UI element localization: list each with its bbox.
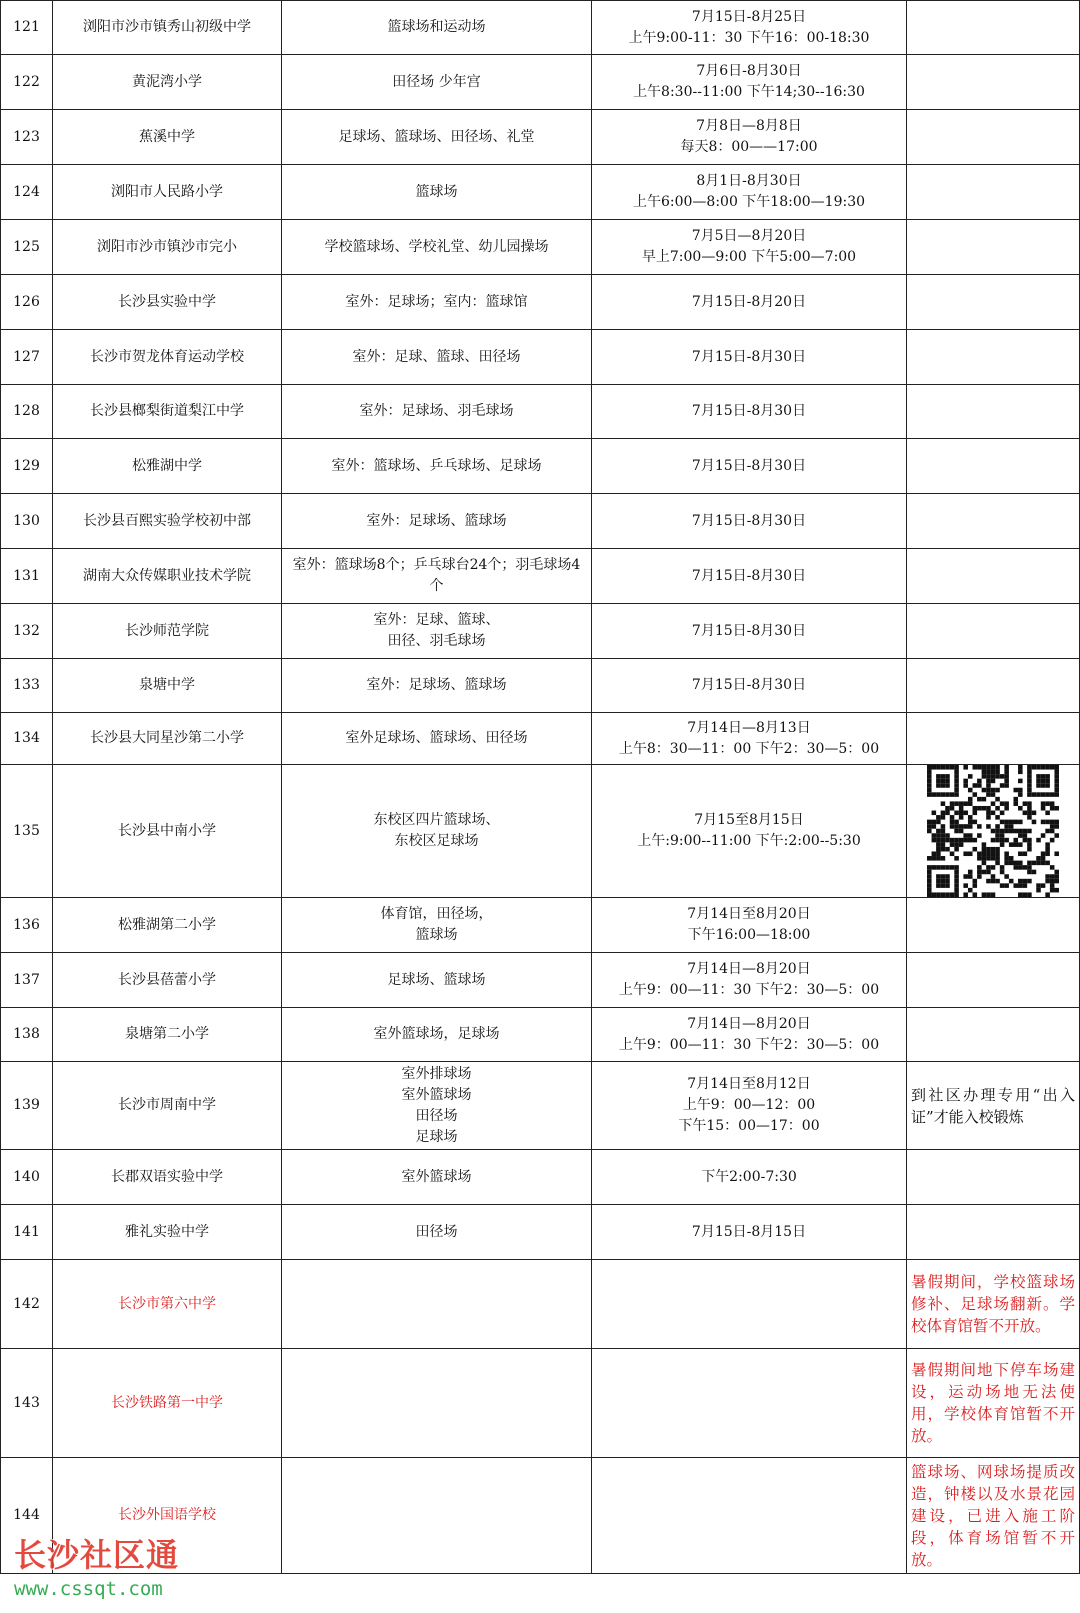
- time-line: 7月8日—8月8日: [696, 118, 802, 134]
- open-time-cell: [592, 55, 907, 110]
- venue-cell: [282, 55, 592, 110]
- school-name: 湖南大众传媒职业技术学院: [53, 549, 282, 604]
- table-row: [1, 713, 1080, 765]
- time-line: 7月15日-8月30日: [691, 622, 807, 639]
- school-name: 长沙县蓓蕾小学: [53, 953, 282, 1008]
- venue-cell: [282, 165, 592, 220]
- time-line: 7月15日-8月30日: [691, 457, 807, 474]
- open-time-cell: [592, 1205, 907, 1260]
- school-name: 长沙市第六中学: [53, 1260, 282, 1349]
- venue-cell: [282, 330, 592, 385]
- open-time-cell: [592, 385, 907, 439]
- open-time-cell: [592, 494, 907, 549]
- watermark: [14, 1530, 179, 1600]
- venue-line: 足球场: [415, 1128, 458, 1145]
- note-text: 到社区办理专用“出入证”才能入校锻炼: [911, 1085, 1075, 1126]
- table-row: [1, 659, 1080, 713]
- row-number: 124: [1, 165, 53, 220]
- time-line: 7月15至8月15日: [694, 812, 804, 828]
- open-time-cell: [592, 220, 907, 275]
- venue-line: 东校区足球场: [394, 833, 479, 849]
- note-cell: [907, 604, 1080, 659]
- time-line: 7月15日-8月30日: [691, 677, 807, 693]
- note-cell: [907, 1205, 1080, 1260]
- venue-cell: [282, 220, 592, 275]
- time-line: 7月15日-8月30日: [691, 348, 807, 365]
- table-row: [1, 765, 1080, 898]
- table-row: [1, 439, 1080, 494]
- venue-line: 篮球场: [415, 927, 458, 943]
- qr-code-icon[interactable]: [927, 765, 1059, 897]
- venue-line: 室外：篮球场、乒乓球场、足球场: [331, 457, 542, 474]
- note-cell: [907, 55, 1080, 110]
- row-number: 132: [1, 604, 53, 659]
- note-cell: [907, 765, 1080, 898]
- note-cell: [907, 330, 1080, 385]
- note-cell: [907, 1008, 1080, 1062]
- time-line: 上午9：00—11：30 下午2：30—5：00: [618, 1036, 880, 1053]
- open-time-cell: [592, 604, 907, 659]
- row-number: 127: [1, 330, 53, 385]
- venue-line: 田径场: [415, 1223, 458, 1240]
- time-line: 7月15日-8月30日: [691, 567, 807, 584]
- school-name: 长沙市周南中学: [53, 1062, 282, 1150]
- venue-line: 室外：足球、篮球、: [373, 612, 500, 628]
- venue-line: 学校篮球场、学校礼堂、幼儿园操场: [324, 238, 549, 255]
- open-time-cell: [592, 439, 907, 494]
- time-line: 上午:9:00--11:00 下午:2:00--5:30: [637, 833, 861, 849]
- note-cell: [907, 220, 1080, 275]
- venue-line: 篮球场: [415, 183, 458, 200]
- school-name: 雅礼实验中学: [53, 1205, 282, 1260]
- school-name: 黄泥湾小学: [53, 55, 282, 110]
- note-cell: [907, 494, 1080, 549]
- row-number: 121: [1, 1, 53, 55]
- venue-cell: [282, 659, 592, 713]
- venue-cell: [282, 765, 592, 898]
- time-line: 7月14日—8月20日: [687, 961, 811, 977]
- venue-line: 室外：足球场；室内：篮球馆: [345, 293, 528, 310]
- open-time-cell: [592, 765, 907, 898]
- watermark-url: www.cssqt.com: [14, 1578, 163, 1600]
- table-row: [1, 1008, 1080, 1062]
- note-cell: [907, 898, 1080, 953]
- venue-line: 田径场 少年宫: [392, 73, 481, 90]
- school-name: 长沙县榔梨街道梨江中学: [53, 385, 282, 439]
- note-cell: [907, 1349, 1080, 1458]
- row-number: 133: [1, 659, 53, 713]
- watermark-title: 长沙社区通: [14, 1536, 180, 1574]
- time-line: 7月5日—8月20日: [691, 228, 807, 244]
- time-line: 下午15：00—17：00: [678, 1118, 820, 1134]
- open-time-cell: [592, 1150, 907, 1205]
- open-time-cell: [592, 953, 907, 1008]
- row-number: 139: [1, 1062, 53, 1150]
- row-number: 128: [1, 385, 53, 439]
- school-name: 长沙铁路第一中学: [53, 1349, 282, 1458]
- school-name: 泉塘第二小学: [53, 1008, 282, 1062]
- row-number: 137: [1, 953, 53, 1008]
- open-time-cell: [592, 659, 907, 713]
- open-time-cell: [592, 110, 907, 165]
- table-row: [1, 494, 1080, 549]
- note-cell: [907, 1260, 1080, 1349]
- table-row: [1, 1, 1080, 55]
- time-line: 7月15日-8月30日: [691, 512, 807, 529]
- school-name: 松雅湖第二小学: [53, 898, 282, 953]
- note-cell: [907, 1, 1080, 55]
- school-name: 蕉溪中学: [53, 110, 282, 165]
- note-text: 暑假期间地下停车场建设，运动场地无法使用，学校体育馆暂不开放。: [911, 1361, 1075, 1445]
- note-cell: [907, 439, 1080, 494]
- open-time-cell: [592, 1458, 907, 1574]
- time-line: 7月14日至8月12日: [687, 1076, 811, 1092]
- note-cell: [907, 549, 1080, 604]
- time-line: 7月6日-8月30日: [696, 63, 802, 79]
- row-number: 138: [1, 1008, 53, 1062]
- venue-cell: [282, 1150, 592, 1205]
- note-text: 暑假期间，学校篮球场修补、足球场翻新。学校体育馆暂不开放。: [911, 1273, 1075, 1335]
- row-number: 122: [1, 55, 53, 110]
- school-name: 长沙市贺龙体育运动学校: [53, 330, 282, 385]
- time-line: 下午16:00—18:00: [687, 927, 811, 943]
- venue-cell: [282, 713, 592, 765]
- table-row: [1, 1349, 1080, 1458]
- table-body: [1, 1, 1080, 1574]
- school-name: 长沙师范学院: [53, 604, 282, 659]
- time-line: 上午9：00—12：00: [682, 1097, 816, 1113]
- school-name: 长沙县大同星沙第二小学: [53, 713, 282, 765]
- venue-line: 篮球场和运动场: [387, 19, 486, 35]
- note-cell: [907, 713, 1080, 765]
- venue-line: 足球场、篮球场、田径场、礼堂: [338, 128, 535, 145]
- row-number: 135: [1, 765, 53, 898]
- time-line: 7月15日-8月15日: [691, 1223, 807, 1240]
- table-row: [1, 1260, 1080, 1349]
- row-number: 125: [1, 220, 53, 275]
- note-text: 篮球场、网球场提质改造，钟楼以及水景花园建设，已进入施工阶段，体育场馆暂不开放。: [911, 1462, 1075, 1569]
- venue-line: 室外：足球场、羽毛球场: [359, 403, 514, 419]
- note-cell: [907, 385, 1080, 439]
- venue-cell: [282, 1008, 592, 1062]
- open-time-cell: [592, 1062, 907, 1150]
- table-row: [1, 549, 1080, 604]
- school-name: 长郡双语实验中学: [53, 1150, 282, 1205]
- table-row: [1, 604, 1080, 659]
- time-line: 7月15日-8月20日: [691, 293, 807, 310]
- venue-cell: [282, 1260, 592, 1349]
- open-time-cell: [592, 165, 907, 220]
- time-line: 7月15日-8月25日: [691, 8, 807, 25]
- venue-line: 田径、羽毛球场: [387, 633, 486, 649]
- table-row: [1, 220, 1080, 275]
- row-number: 143: [1, 1349, 53, 1458]
- open-time-cell: [592, 1008, 907, 1062]
- open-time-cell: [592, 898, 907, 953]
- open-time-cell: [592, 1349, 907, 1458]
- row-number: 123: [1, 110, 53, 165]
- venue-cell: [282, 110, 592, 165]
- venue-line: 室外篮球场: [401, 1168, 472, 1185]
- time-line: 7月14日—8月20日: [687, 1015, 811, 1032]
- venue-line: 室外足球场、篮球场、田径场: [345, 730, 528, 746]
- venue-cell: [282, 604, 592, 659]
- row-number: 130: [1, 494, 53, 549]
- venue-line: 室外排球场: [401, 1065, 472, 1082]
- table-row: [1, 385, 1080, 439]
- venue-cell: [282, 1458, 592, 1574]
- table-row: [1, 953, 1080, 1008]
- note-cell: [907, 659, 1080, 713]
- venue-cell: [282, 494, 592, 549]
- school-name: 浏阳市人民路小学: [53, 165, 282, 220]
- row-number: 129: [1, 439, 53, 494]
- table-row: [1, 165, 1080, 220]
- note-cell: [907, 110, 1080, 165]
- row-number: 134: [1, 713, 53, 765]
- row-number: 126: [1, 275, 53, 330]
- open-time-cell: [592, 275, 907, 330]
- table-row: [1, 1205, 1080, 1260]
- time-line: 上午8:30--11:00 下午14;30--16:30: [633, 84, 865, 100]
- venue-cell: [282, 1, 592, 55]
- table-row: [1, 1062, 1080, 1150]
- time-line: 8月1日-8月30日: [696, 173, 802, 189]
- venue-cell: [282, 953, 592, 1008]
- school-name: 长沙县实验中学: [53, 275, 282, 330]
- venue-line: 室外：足球、篮球、田径场: [352, 348, 521, 365]
- row-number: 131: [1, 549, 53, 604]
- table-row: [1, 275, 1080, 330]
- venue-line: 室外：足球场、篮球场: [366, 677, 507, 693]
- venue-line: 田径场: [415, 1107, 458, 1124]
- venue-cell: [282, 898, 592, 953]
- time-line: 上午9:00-11：30 下午16：00-18:30: [628, 29, 870, 46]
- open-time-cell: [592, 1, 907, 55]
- table-row: [1, 330, 1080, 385]
- note-cell: [907, 165, 1080, 220]
- venue-cell: [282, 1205, 592, 1260]
- time-line: 早上7:00—9:00 下午5:00—7:00: [641, 249, 857, 265]
- row-number: 141: [1, 1205, 53, 1260]
- venue-cell: [282, 549, 592, 604]
- school-name: 泉塘中学: [53, 659, 282, 713]
- venue-cell: [282, 1062, 592, 1150]
- time-line: 7月15日-8月30日: [691, 403, 807, 419]
- note-cell: [907, 1458, 1080, 1574]
- venue-line: 足球场、篮球场: [387, 971, 486, 988]
- time-line: 上午6:00—8:00 下午18:00—19:30: [632, 194, 866, 210]
- venue-cell: [282, 275, 592, 330]
- school-name: 长沙县百熙实验学校初中部: [53, 494, 282, 549]
- school-name: 松雅湖中学: [53, 439, 282, 494]
- school-name: 浏阳市沙市镇沙市完小: [53, 220, 282, 275]
- venue-cell: [282, 439, 592, 494]
- time-line: 7月14日至8月20日: [687, 906, 811, 922]
- time-line: 上午8：30—11：00 下午2：30—5：00: [618, 740, 880, 757]
- note-cell: [907, 275, 1080, 330]
- row-number: 140: [1, 1150, 53, 1205]
- open-time-cell: [592, 1260, 907, 1349]
- time-line: 下午2:00-7:30: [701, 1168, 797, 1185]
- venue-line: 室外篮球场: [401, 1086, 472, 1103]
- table-row: [1, 1150, 1080, 1205]
- table-row: [1, 55, 1080, 110]
- open-time-cell: [592, 330, 907, 385]
- note-cell: [907, 1150, 1080, 1205]
- venue-line: 室外：足球场、篮球场: [366, 512, 507, 529]
- venue-line: 体育馆，田径场，: [380, 906, 493, 922]
- note-cell: [907, 953, 1080, 1008]
- school-name: 浏阳市沙市镇秀山初级中学: [53, 1, 282, 55]
- venue-line: 室外：篮球场8个；乒乓球台24个；羽毛球场4个: [292, 557, 581, 594]
- time-line: 上午9：00—11：30 下午2：30—5：00: [618, 982, 880, 998]
- row-number: 136: [1, 898, 53, 953]
- open-time-cell: [592, 549, 907, 604]
- venue-cell: [282, 1349, 592, 1458]
- school-name: 长沙县中南小学: [53, 765, 282, 898]
- venue-line: 东校区四片篮球场、: [373, 812, 500, 828]
- row-number: 144: [1, 1458, 53, 1574]
- time-line: 每天8：00——17:00: [680, 139, 818, 155]
- venue-line: 室外篮球场，足球场: [373, 1026, 500, 1042]
- table-row: [1, 898, 1080, 953]
- row-number: 142: [1, 1260, 53, 1349]
- venue-cell: [282, 385, 592, 439]
- school-name: 长沙外国语学校: [53, 1458, 282, 1574]
- open-time-cell: [592, 713, 907, 765]
- time-line: 7月14日—8月13日: [687, 719, 811, 736]
- table-row: [1, 110, 1080, 165]
- note-cell: [907, 1062, 1080, 1150]
